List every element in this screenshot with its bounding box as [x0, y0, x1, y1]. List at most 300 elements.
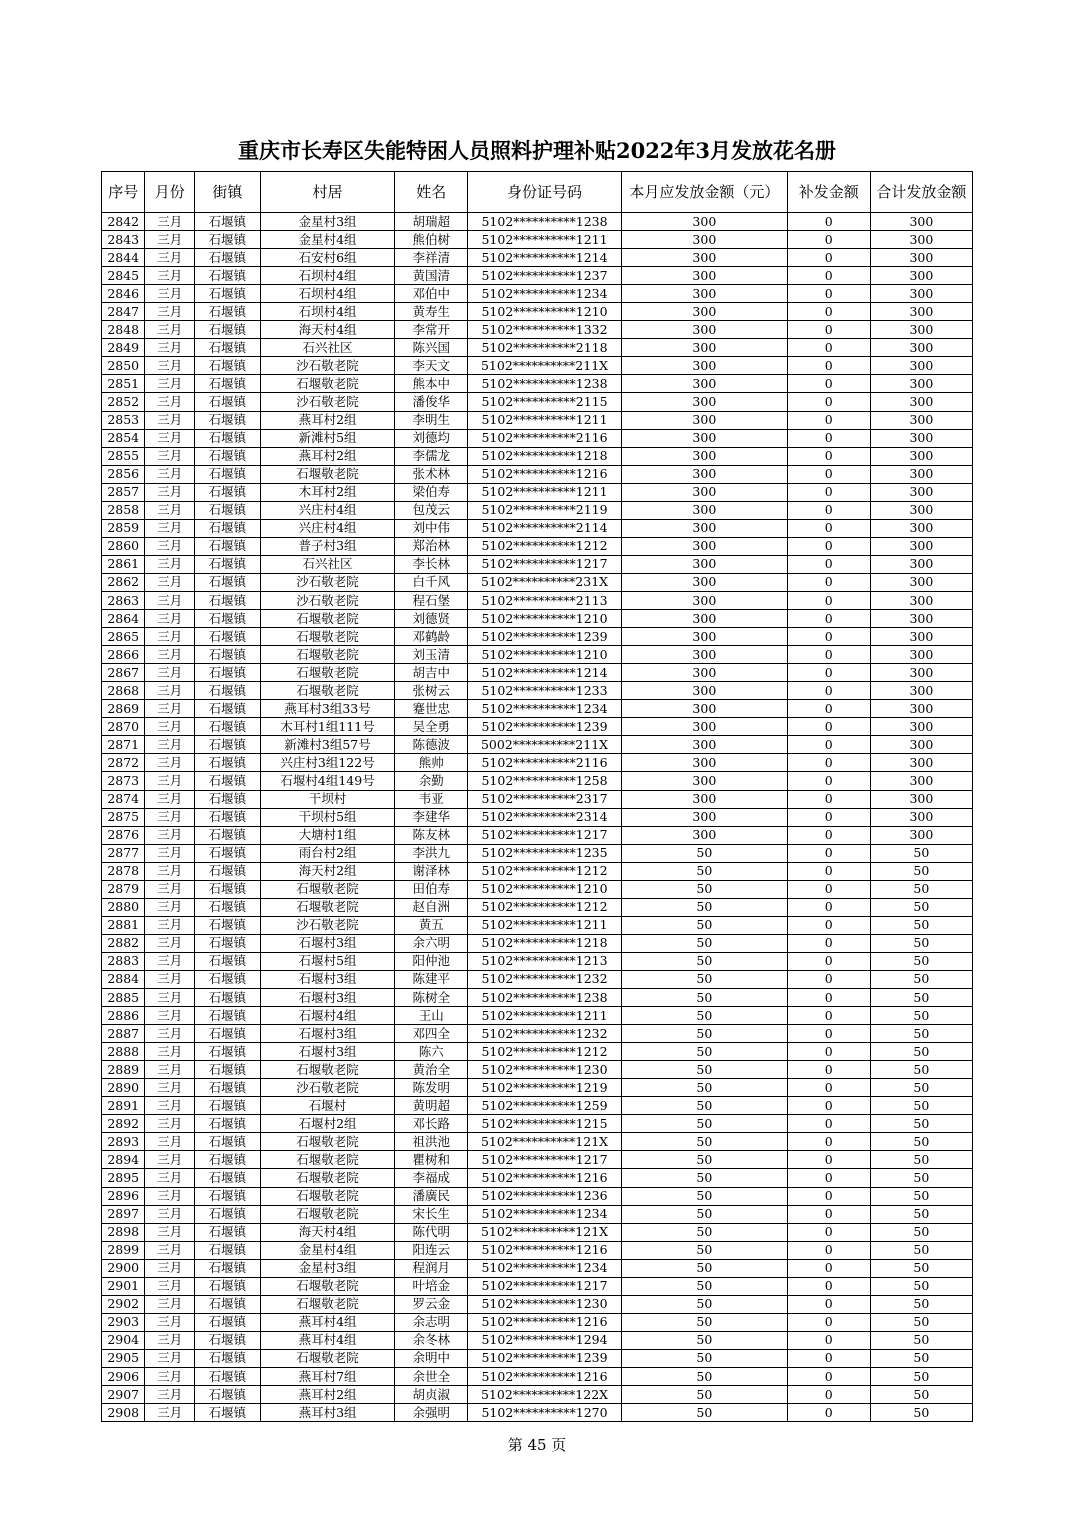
- cell-total: 50: [870, 1007, 972, 1025]
- cell-month: 三月: [145, 483, 195, 501]
- cell-town: 石堰镇: [195, 772, 261, 790]
- cell-reissue: 0: [787, 844, 870, 862]
- cell-town: 石堰镇: [195, 357, 261, 375]
- cell-month: 三月: [145, 989, 195, 1007]
- col-header-reissue: 补发金额: [787, 172, 870, 213]
- table-row: [102, 339, 973, 357]
- cell-index: 2886: [102, 1007, 145, 1025]
- cell-index: 2894: [102, 1151, 145, 1169]
- table-row: [102, 393, 973, 411]
- cell-month: 三月: [145, 231, 195, 249]
- cell-month: 三月: [145, 519, 195, 537]
- table-row: [102, 790, 973, 808]
- cell-amount: 300: [621, 519, 787, 537]
- cell-reissue: 0: [787, 898, 870, 916]
- cell-index: 2891: [102, 1097, 145, 1115]
- cell-index: 2852: [102, 393, 145, 411]
- cell-total: 300: [870, 808, 972, 826]
- cell-amount: 50: [621, 1043, 787, 1061]
- cell-amount: 50: [621, 1223, 787, 1241]
- cell-village: 石堰敬老院: [260, 1277, 395, 1295]
- cell-amount: 300: [621, 465, 787, 483]
- cell-id: 5102**********2317: [468, 790, 622, 808]
- cell-reissue: 0: [787, 664, 870, 682]
- table-row: [102, 1368, 973, 1386]
- cell-village: 普子村3组: [260, 537, 395, 555]
- cell-amount: 300: [621, 393, 787, 411]
- cell-id: 5102**********1211: [468, 916, 622, 934]
- cell-village: 燕耳村7组: [260, 1368, 395, 1386]
- cell-month: 三月: [145, 285, 195, 303]
- cell-amount: 300: [621, 700, 787, 718]
- cell-total: 50: [870, 1097, 972, 1115]
- cell-name: 余强明: [395, 1404, 468, 1422]
- cell-village: 沙石敬老院: [260, 573, 395, 591]
- cell-month: 三月: [145, 1223, 195, 1241]
- cell-town: 石堰镇: [195, 844, 261, 862]
- cell-month: 三月: [145, 916, 195, 934]
- cell-town: 石堰镇: [195, 411, 261, 429]
- cell-amount: 300: [621, 447, 787, 465]
- cell-name: 熊伯树: [395, 231, 468, 249]
- table-body: [102, 213, 973, 1422]
- cell-reissue: 0: [787, 519, 870, 537]
- cell-name: 陈兴国: [395, 339, 468, 357]
- table-row: [102, 952, 973, 970]
- table-row: [102, 447, 973, 465]
- col-header-id: 身份证号码: [468, 172, 622, 213]
- cell-total: 50: [870, 862, 972, 880]
- cell-index: 2862: [102, 573, 145, 591]
- cell-index: 2845: [102, 267, 145, 285]
- cell-reissue: 0: [787, 321, 870, 339]
- cell-total: 300: [870, 321, 972, 339]
- cell-month: 三月: [145, 1061, 195, 1079]
- cell-month: 三月: [145, 934, 195, 952]
- cell-village: 石堰敬老院: [260, 465, 395, 483]
- cell-amount: 300: [621, 808, 787, 826]
- cell-town: 石堰镇: [195, 501, 261, 519]
- cell-id: 5102**********1270: [468, 1404, 622, 1422]
- cell-reissue: 0: [787, 267, 870, 285]
- cell-id: 5102**********1214: [468, 249, 622, 267]
- cell-village: 沙石敬老院: [260, 591, 395, 609]
- cell-amount: 300: [621, 231, 787, 249]
- cell-reissue: 0: [787, 537, 870, 555]
- cell-name: 王山: [395, 1007, 468, 1025]
- cell-id: 5102**********1212: [468, 862, 622, 880]
- cell-town: 石堰镇: [195, 1205, 261, 1223]
- cell-amount: 50: [621, 1061, 787, 1079]
- cell-name: 陈德波: [395, 736, 468, 754]
- cell-name: 张树云: [395, 682, 468, 700]
- cell-id: 5102**********1217: [468, 1277, 622, 1295]
- cell-village: 石兴社区: [260, 555, 395, 573]
- cell-id: 5102**********1217: [468, 1151, 622, 1169]
- cell-id: 5102**********1332: [468, 321, 622, 339]
- cell-index: 2860: [102, 537, 145, 555]
- cell-id: 5102**********1217: [468, 555, 622, 573]
- cell-name: 郑治林: [395, 537, 468, 555]
- cell-name: 刘中伟: [395, 519, 468, 537]
- cell-month: 三月: [145, 1368, 195, 1386]
- cell-reissue: 0: [787, 465, 870, 483]
- table-row: [102, 628, 973, 646]
- cell-village: 燕耳村3组: [260, 1404, 395, 1422]
- cell-total: 50: [870, 1025, 972, 1043]
- table-row: [102, 880, 973, 898]
- cell-amount: 50: [621, 934, 787, 952]
- cell-total: 300: [870, 375, 972, 393]
- cell-village: 新滩村5组: [260, 429, 395, 447]
- cell-village: 石坝村4组: [260, 285, 395, 303]
- table-row: [102, 1349, 973, 1367]
- cell-village: 燕耳村4组: [260, 1331, 395, 1349]
- cell-town: 石堰镇: [195, 736, 261, 754]
- cell-village: 石堰敬老院: [260, 1133, 395, 1151]
- cell-id: 5102**********1211: [468, 1007, 622, 1025]
- cell-reissue: 0: [787, 700, 870, 718]
- cell-name: 黄五: [395, 916, 468, 934]
- cell-id: 5102**********1259: [468, 1097, 622, 1115]
- table-row: [102, 989, 973, 1007]
- cell-amount: 300: [621, 573, 787, 591]
- table-row: [102, 501, 973, 519]
- cell-total: 300: [870, 231, 972, 249]
- cell-town: 石堰镇: [195, 1133, 261, 1151]
- table-row: [102, 375, 973, 393]
- cell-id: 5102**********1214: [468, 664, 622, 682]
- cell-id: 5102**********1239: [468, 628, 622, 646]
- cell-town: 石堰镇: [195, 916, 261, 934]
- cell-total: 300: [870, 682, 972, 700]
- cell-id: 5102**********122X: [468, 1386, 622, 1404]
- cell-index: 2854: [102, 429, 145, 447]
- cell-amount: 300: [621, 213, 787, 231]
- cell-amount: 300: [621, 483, 787, 501]
- table-row: [102, 970, 973, 988]
- cell-month: 三月: [145, 772, 195, 790]
- cell-index: 2907: [102, 1386, 145, 1404]
- cell-amount: 50: [621, 1313, 787, 1331]
- cell-index: 2890: [102, 1079, 145, 1097]
- cell-month: 三月: [145, 591, 195, 609]
- cell-total: 300: [870, 628, 972, 646]
- cell-index: 2849: [102, 339, 145, 357]
- cell-village: 雨台村2组: [260, 844, 395, 862]
- cell-month: 三月: [145, 898, 195, 916]
- cell-month: 三月: [145, 754, 195, 772]
- col-header-village: 村居: [260, 172, 395, 213]
- cell-id: 5102**********1232: [468, 970, 622, 988]
- table-row: [102, 483, 973, 501]
- cell-month: 三月: [145, 501, 195, 519]
- cell-month: 三月: [145, 321, 195, 339]
- cell-name: 余冬林: [395, 1331, 468, 1349]
- cell-id: 5102**********1213: [468, 952, 622, 970]
- cell-village: 石堰敬老院: [260, 664, 395, 682]
- cell-name: 谢泽林: [395, 862, 468, 880]
- cell-month: 三月: [145, 411, 195, 429]
- cell-month: 三月: [145, 628, 195, 646]
- cell-id: 5102**********1238: [468, 213, 622, 231]
- cell-month: 三月: [145, 429, 195, 447]
- cell-index: 2904: [102, 1331, 145, 1349]
- cell-total: 300: [870, 465, 972, 483]
- cell-id: 5002**********211X: [468, 736, 622, 754]
- cell-village: 石堰敬老院: [260, 610, 395, 628]
- cell-town: 石堰镇: [195, 465, 261, 483]
- cell-reissue: 0: [787, 790, 870, 808]
- cell-town: 石堰镇: [195, 970, 261, 988]
- cell-name: 李洪九: [395, 844, 468, 862]
- cell-name: 李建华: [395, 808, 468, 826]
- table-row: [102, 1043, 973, 1061]
- cell-name: 阳连云: [395, 1241, 468, 1259]
- cell-reissue: 0: [787, 429, 870, 447]
- cell-town: 石堰镇: [195, 519, 261, 537]
- cell-index: 2880: [102, 898, 145, 916]
- cell-name: 陈六: [395, 1043, 468, 1061]
- cell-index: 2901: [102, 1277, 145, 1295]
- cell-index: 2873: [102, 772, 145, 790]
- cell-reissue: 0: [787, 555, 870, 573]
- cell-total: 50: [870, 844, 972, 862]
- cell-index: 2897: [102, 1205, 145, 1223]
- cell-name: 白千风: [395, 573, 468, 591]
- cell-amount: 50: [621, 1007, 787, 1025]
- cell-town: 石堰镇: [195, 591, 261, 609]
- cell-month: 三月: [145, 1007, 195, 1025]
- cell-total: 50: [870, 1115, 972, 1133]
- table-row: [102, 1277, 973, 1295]
- cell-id: 5102**********1234: [468, 700, 622, 718]
- cell-month: 三月: [145, 573, 195, 591]
- cell-name: 张术林: [395, 465, 468, 483]
- cell-index: 2887: [102, 1025, 145, 1043]
- cell-id: 5102**********2115: [468, 393, 622, 411]
- cell-total: 300: [870, 285, 972, 303]
- cell-name: 李常开: [395, 321, 468, 339]
- cell-amount: 300: [621, 411, 787, 429]
- cell-town: 石堰镇: [195, 754, 261, 772]
- cell-name: 包茂云: [395, 501, 468, 519]
- cell-index: 2865: [102, 628, 145, 646]
- cell-village: 石堰村3组: [260, 989, 395, 1007]
- cell-village: 沙石敬老院: [260, 357, 395, 375]
- table-row: [102, 1241, 973, 1259]
- cell-town: 石堰镇: [195, 555, 261, 573]
- cell-index: 2864: [102, 610, 145, 628]
- cell-amount: 50: [621, 916, 787, 934]
- cell-village: 兴庄村3组122号: [260, 754, 395, 772]
- cell-id: 5102**********1218: [468, 934, 622, 952]
- cell-name: 黄明超: [395, 1097, 468, 1115]
- table-row: [102, 1187, 973, 1205]
- cell-month: 三月: [145, 1259, 195, 1277]
- cell-index: 2866: [102, 646, 145, 664]
- table-row: [102, 1205, 973, 1223]
- table-row: [102, 700, 973, 718]
- cell-total: 50: [870, 1277, 972, 1295]
- cell-index: 2872: [102, 754, 145, 772]
- cell-month: 三月: [145, 826, 195, 844]
- cell-month: 三月: [145, 880, 195, 898]
- cell-id: 5102**********1212: [468, 898, 622, 916]
- cell-month: 三月: [145, 1241, 195, 1259]
- cell-town: 石堰镇: [195, 790, 261, 808]
- cell-index: 2899: [102, 1241, 145, 1259]
- cell-id: 5102**********1210: [468, 646, 622, 664]
- cell-name: 熊本中: [395, 375, 468, 393]
- cell-village: 沙石敬老院: [260, 916, 395, 934]
- cell-month: 三月: [145, 1295, 195, 1313]
- cell-total: 300: [870, 555, 972, 573]
- cell-reissue: 0: [787, 1404, 870, 1422]
- cell-town: 石堰镇: [195, 646, 261, 664]
- cell-reissue: 0: [787, 591, 870, 609]
- cell-amount: 50: [621, 1404, 787, 1422]
- cell-month: 三月: [145, 970, 195, 988]
- cell-town: 石堰镇: [195, 610, 261, 628]
- cell-reissue: 0: [787, 1313, 870, 1331]
- cell-month: 三月: [145, 1277, 195, 1295]
- cell-name: 李明生: [395, 411, 468, 429]
- cell-reissue: 0: [787, 1277, 870, 1295]
- cell-name: 罗云金: [395, 1295, 468, 1313]
- cell-month: 三月: [145, 736, 195, 754]
- cell-reissue: 0: [787, 249, 870, 267]
- cell-index: 2892: [102, 1115, 145, 1133]
- cell-name: 余世全: [395, 1368, 468, 1386]
- cell-reissue: 0: [787, 1151, 870, 1169]
- cell-reissue: 0: [787, 1169, 870, 1187]
- cell-index: 2875: [102, 808, 145, 826]
- cell-index: 2863: [102, 591, 145, 609]
- cell-village: 燕耳村2组: [260, 447, 395, 465]
- cell-reissue: 0: [787, 610, 870, 628]
- cell-amount: 300: [621, 339, 787, 357]
- cell-index: 2889: [102, 1061, 145, 1079]
- cell-amount: 300: [621, 555, 787, 573]
- cell-index: 2893: [102, 1133, 145, 1151]
- table-row: [102, 1097, 973, 1115]
- cell-reissue: 0: [787, 1295, 870, 1313]
- table-row: [102, 267, 973, 285]
- cell-total: 300: [870, 591, 972, 609]
- cell-index: 2853: [102, 411, 145, 429]
- cell-village: 石坝村4组: [260, 303, 395, 321]
- cell-name: 胡瑞超: [395, 213, 468, 231]
- cell-month: 三月: [145, 1115, 195, 1133]
- cell-index: 2902: [102, 1295, 145, 1313]
- cell-name: 黄治全: [395, 1061, 468, 1079]
- cell-total: 300: [870, 610, 972, 628]
- cell-index: 2874: [102, 790, 145, 808]
- cell-total: 50: [870, 1349, 972, 1367]
- cell-town: 石堰镇: [195, 213, 261, 231]
- cell-town: 石堰镇: [195, 628, 261, 646]
- cell-name: 陈代明: [395, 1223, 468, 1241]
- cell-id: 5102**********2119: [468, 501, 622, 519]
- cell-amount: 50: [621, 1097, 787, 1115]
- cell-total: 300: [870, 790, 972, 808]
- cell-amount: 300: [621, 772, 787, 790]
- cell-id: 5102**********1233: [468, 682, 622, 700]
- cell-name: 刘玉清: [395, 646, 468, 664]
- cell-id: 5102**********1217: [468, 826, 622, 844]
- cell-amount: 300: [621, 646, 787, 664]
- cell-town: 石堰镇: [195, 429, 261, 447]
- cell-name: 陈建平: [395, 970, 468, 988]
- cell-index: 2851: [102, 375, 145, 393]
- cell-name: 叶培金: [395, 1277, 468, 1295]
- cell-town: 石堰镇: [195, 321, 261, 339]
- cell-id: 5102**********1216: [468, 1313, 622, 1331]
- cell-name: 黄寿生: [395, 303, 468, 321]
- cell-total: 50: [870, 1313, 972, 1331]
- cell-month: 三月: [145, 1133, 195, 1151]
- cell-amount: 50: [621, 1025, 787, 1043]
- cell-name: 宋长生: [395, 1205, 468, 1223]
- cell-reissue: 0: [787, 862, 870, 880]
- cell-name: 陈友林: [395, 826, 468, 844]
- cell-town: 石堰镇: [195, 934, 261, 952]
- cell-town: 石堰镇: [195, 1223, 261, 1241]
- cell-name: 余勤: [395, 772, 468, 790]
- cell-id: 5102**********1238: [468, 375, 622, 393]
- table-row: [102, 357, 973, 375]
- cell-town: 石堰镇: [195, 1404, 261, 1422]
- cell-id: 5102**********1239: [468, 718, 622, 736]
- cell-id: 5102**********1234: [468, 1205, 622, 1223]
- table-row: [102, 826, 973, 844]
- cell-village: 木耳村2组: [260, 483, 395, 501]
- cell-total: 50: [870, 1133, 972, 1151]
- cell-index: 2855: [102, 447, 145, 465]
- cell-reissue: 0: [787, 772, 870, 790]
- cell-month: 三月: [145, 952, 195, 970]
- cell-village: 石堰敬老院: [260, 1295, 395, 1313]
- cell-amount: 300: [621, 303, 787, 321]
- cell-total: 50: [870, 1331, 972, 1349]
- cell-id: 5102**********1239: [468, 1349, 622, 1367]
- cell-id: 5102**********1216: [468, 1169, 622, 1187]
- cell-reissue: 0: [787, 1133, 870, 1151]
- cell-amount: 50: [621, 1169, 787, 1187]
- cell-total: 300: [870, 357, 972, 375]
- cell-index: 2906: [102, 1368, 145, 1386]
- cell-id: 5102**********211X: [468, 357, 622, 375]
- cell-reissue: 0: [787, 501, 870, 519]
- cell-total: 300: [870, 754, 972, 772]
- cell-amount: 300: [621, 429, 787, 447]
- cell-amount: 300: [621, 375, 787, 393]
- cell-reissue: 0: [787, 357, 870, 375]
- table-row: [102, 1259, 973, 1277]
- cell-reissue: 0: [787, 1241, 870, 1259]
- cell-amount: 300: [621, 357, 787, 375]
- table-row: [102, 916, 973, 934]
- cell-total: 50: [870, 1368, 972, 1386]
- table-row: [102, 573, 973, 591]
- cell-name: 刘德贤: [395, 610, 468, 628]
- cell-town: 石堰镇: [195, 393, 261, 411]
- cell-town: 石堰镇: [195, 1259, 261, 1277]
- cell-reissue: 0: [787, 1043, 870, 1061]
- cell-month: 三月: [145, 862, 195, 880]
- cell-town: 石堰镇: [195, 1025, 261, 1043]
